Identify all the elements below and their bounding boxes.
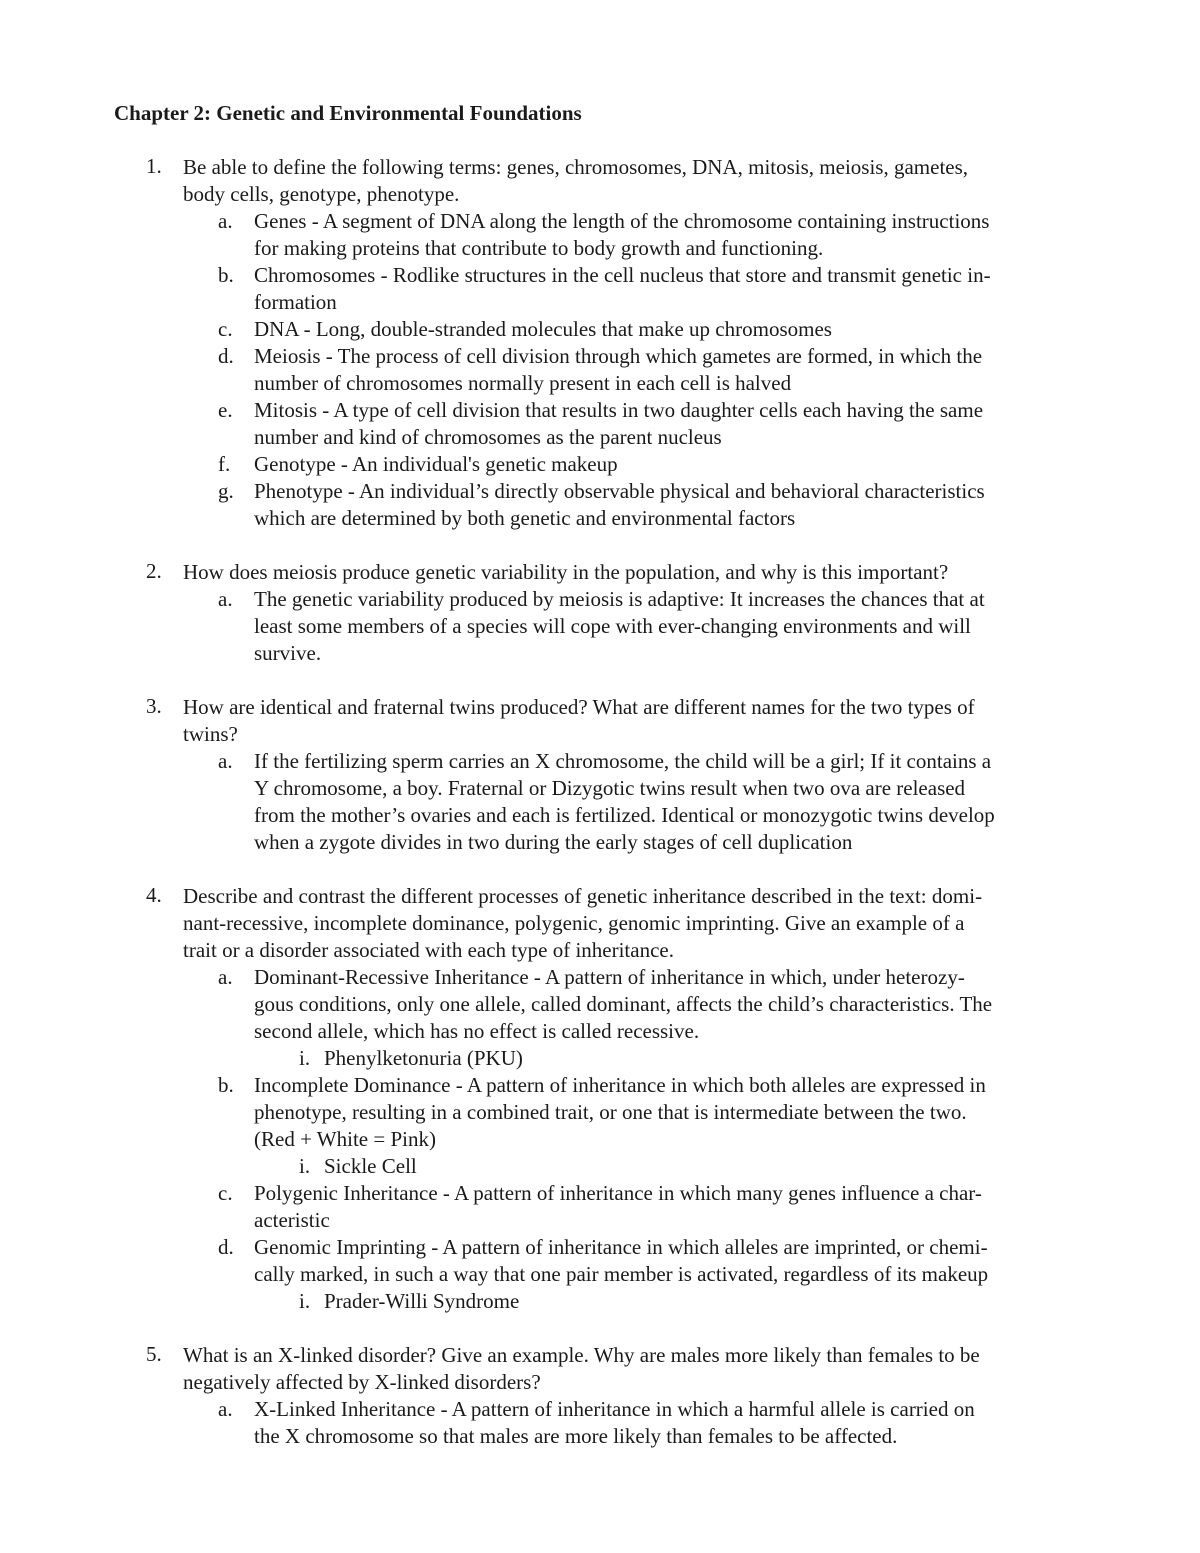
answer-letter: b. — [218, 263, 234, 287]
answer-text-line: which are determined by both genetic and environmental factors — [254, 506, 796, 530]
answer-text-line: Dominant-Recessive Inheritance - A pattern of inheritance in which, under heterozy- — [254, 965, 965, 989]
question-number: 5. — [146, 1342, 162, 1366]
sub-item-text: Phenylketonuria (PKU) — [324, 1046, 523, 1070]
answer-letter: a. — [218, 587, 233, 611]
answer-letter: a. — [218, 209, 233, 233]
answer-text-line: phenotype, resulting in a combined trait, or one that is intermediate between the two. — [254, 1100, 967, 1124]
question-text-line: trait or a disorder associated with each type of inheritance. — [183, 938, 674, 962]
question-text-line: negatively affected by X-linked disorders? — [183, 1370, 541, 1394]
question-number: 1. — [146, 154, 162, 178]
answer-text-line: when a zygote divides in two during the early stages of cell duplication — [254, 830, 853, 854]
question-text-line: Describe and contrast the different processes of genetic inheritance described in the text: domi- — [183, 884, 983, 908]
answer-text-line: DNA - Long, double-stranded molecules that make up chromosomes — [254, 317, 832, 341]
answer-text-line: Genotype - An individual's genetic makeup — [254, 452, 618, 476]
question-text-line: What is an X-linked disorder? Give an example. Why are males more likely than females to be — [183, 1343, 980, 1367]
answer-text-line: formation — [254, 290, 337, 314]
question-number: 2. — [146, 559, 162, 583]
answer-text-line: number and kind of chromosomes as the parent nucleus — [254, 425, 722, 449]
answer-text-line: (Red + White = Pink) — [254, 1127, 436, 1151]
answer-letter: f. — [218, 452, 231, 476]
answer-letter: a. — [218, 749, 233, 773]
answer-letter: d. — [218, 1235, 234, 1259]
answer-text-line: the X chromosome so that males are more likely than females to be affected. — [254, 1424, 898, 1448]
answer-text-line: Polygenic Inheritance - A pattern of inheritance in which many genes influence a char- — [254, 1181, 982, 1205]
question-text-line: nant-recessive, incomplete dominance, polygenic, genomic imprinting. Give an example of a — [183, 911, 965, 935]
answer-letter: b. — [218, 1073, 234, 1097]
question-text-line: twins? — [183, 722, 238, 746]
sub-item-numeral: i. — [299, 1289, 311, 1313]
answer-text-line: from the mother’s ovaries and each is fertilized. Identical or monozygotic twins develop — [254, 803, 995, 827]
answer-text-line: Incomplete Dominance - A pattern of inheritance in which both alleles are expressed in — [254, 1073, 986, 1097]
page-title: Chapter 2: Genetic and Environmental Foundations — [114, 101, 582, 125]
question-number: 4. — [146, 883, 162, 907]
question-text-line: How does meiosis produce genetic variability in the population, and why is this important? — [183, 560, 949, 584]
answer-text-line: Meiosis - The process of cell division through which gametes are formed, in which the — [254, 344, 983, 368]
answer-letter: a. — [218, 965, 233, 989]
sub-item-numeral: i. — [299, 1046, 311, 1070]
answer-text-line: Y chromosome, a boy. Fraternal or Dizygotic twins result when two ova are released — [254, 776, 966, 800]
answer-text-line: Phenotype - An individual’s directly observable physical and behavioral characteristics — [254, 479, 985, 503]
answer-text-line: gous conditions, only one allele, called dominant, affects the child’s characteristics. The — [254, 992, 993, 1016]
answer-text-line: least some members of a species will cope with ever-changing environments and will — [254, 614, 971, 638]
sub-item-text: Prader-Willi Syndrome — [324, 1289, 520, 1313]
question-number: 3. — [146, 694, 162, 718]
answer-text-line: Genes - A segment of DNA along the length of the chromosome containing instructions — [254, 209, 990, 233]
answer-text-line: The genetic variability produced by meiosis is adaptive: It increases the chances that at — [254, 587, 985, 611]
answer-letter: g. — [218, 479, 234, 503]
sub-item-text: Sickle Cell — [324, 1154, 417, 1178]
answer-text-line: for making proteins that contribute to body growth and functioning. — [254, 236, 824, 260]
answer-text-line: survive. — [254, 641, 322, 665]
answer-text-line: Mitosis - A type of cell division that results in two daughter cells each having the same — [254, 398, 984, 422]
sub-item-numeral: i. — [299, 1154, 311, 1178]
answer-letter: a. — [218, 1397, 233, 1421]
answer-text-line: acteristic — [254, 1208, 330, 1232]
answer-text-line: Genomic Imprinting - A pattern of inheritance in which alleles are imprinted, or chemi- — [254, 1235, 988, 1259]
answer-text-line: If the fertilizing sperm carries an X chromosome, the child will be a girl; If it contains a — [254, 749, 992, 773]
answer-text-line: Chromosomes - Rodlike structures in the cell nucleus that store and transmit genetic in- — [254, 263, 991, 287]
answer-text-line: second allele, which has no effect is called recessive. — [254, 1019, 700, 1043]
answer-text-line: cally marked, in such a way that one pair member is activated, regardless of its makeup — [254, 1262, 989, 1286]
answer-letter: c. — [218, 317, 233, 341]
question-text-line: body cells, genotype, phenotype. — [183, 182, 460, 206]
answer-text-line: X-Linked Inheritance - A pattern of inheritance in which a harmful allele is carried on — [254, 1397, 975, 1421]
question-text-line: How are identical and fraternal twins produced? What are different names for the two types of — [183, 695, 975, 719]
answer-letter: d. — [218, 344, 234, 368]
answer-letter: c. — [218, 1181, 233, 1205]
question-text-line: Be able to define the following terms: genes, chromosomes, DNA, mitosis, meiosis, gametes, — [183, 155, 969, 179]
answer-text-line: number of chromosomes normally present in each cell is halved — [254, 371, 792, 395]
answer-letter: e. — [218, 398, 233, 422]
